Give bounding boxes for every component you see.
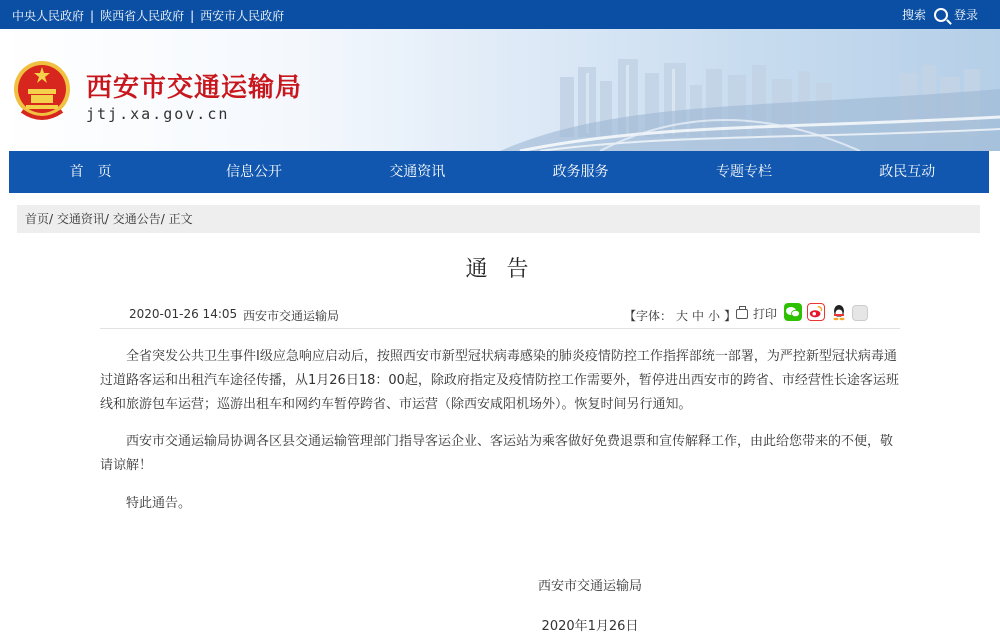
wechat-icon[interactable] — [784, 303, 802, 321]
site-header — [0, 29, 1000, 151]
breadcrumb — [17, 205, 980, 233]
nav-info-disclosure[interactable]: 信息公开 — [225, 164, 282, 180]
national-emblem-icon — [12, 59, 72, 123]
breadcrumb-traffic-notice[interactable]: 交通公告 — [112, 212, 161, 226]
separator: | — [90, 8, 95, 23]
nav-public-interaction[interactable]: 政民互动 — [879, 164, 936, 180]
nav-home[interactable]: 首 页 — [69, 164, 112, 180]
font-label-suffix: 】 — [724, 309, 737, 323]
font-label-prefix: 【字体： — [624, 309, 673, 323]
site-url: jtj.xa.gov.cn — [86, 105, 230, 123]
breadcrumb-separator: / — [49, 212, 57, 226]
login-link[interactable]: 登录 — [953, 8, 978, 22]
article-title: 通 告 — [465, 257, 535, 282]
breadcrumb-home[interactable]: 首页 — [25, 212, 50, 226]
separator: | — [190, 8, 195, 23]
article-paragraph: 西安市交通运输局协调各区县交通运输管理部门指导客运企业、客运站为乘客做好免费退票和宣传解释工作，由此给您带来的不便，敬请谅解！ — [100, 434, 894, 473]
publish-date: 2020-01-26 14:05 — [129, 307, 238, 321]
top-actions — [902, 6, 978, 23]
nav-traffic-news[interactable]: 交通资讯 — [389, 164, 446, 180]
article-meta — [100, 305, 900, 329]
article-paragraph: 特此通告。 — [126, 496, 192, 511]
gov-links — [12, 7, 284, 24]
link-xian-government[interactable]: 西安市人民政府 — [200, 9, 285, 23]
search-link[interactable]: 搜索 — [901, 8, 926, 22]
breadcrumb-current: 正文 — [168, 212, 193, 226]
font-size-small[interactable]: 小 — [708, 309, 721, 323]
more-share-icon[interactable] — [852, 305, 868, 321]
link-shaanxi-government[interactable]: 陕西省人民政府 — [100, 9, 185, 23]
article-body — [100, 345, 900, 530]
breadcrumb-traffic-news[interactable]: 交通资讯 — [56, 212, 105, 226]
link-central-government[interactable]: 中央人民政府 — [12, 9, 85, 23]
article-signature-date: 2020年1月26日 — [541, 619, 639, 634]
article-paragraph: 全省突发公共卫生事件I级应急响应启动后，按照西安市新型冠状病毒感染的肺炎疫情防控工作指挥部统一部署，为严控新型冠状病毒通过道路客运和出租汽车途径传播，从1月26日18：00起，除政府指定及疫情防控工作需要外，暂停进出西安市的跨省、市经营性长途客运班线和旅游包车运营；巡游出租车和网约车暂停跨省、市运营（除西安咸阳机场外）。恢复时间另行通知。 — [100, 349, 899, 412]
weibo-icon[interactable] — [807, 303, 825, 321]
qq-icon[interactable] — [830, 303, 848, 321]
nav-gov-services[interactable]: 政务服务 — [552, 164, 609, 180]
font-size-large[interactable]: 大 — [676, 309, 689, 323]
font-size-control — [622, 307, 738, 324]
breadcrumb-separator: / — [104, 212, 113, 226]
main-nav — [9, 151, 989, 193]
search-icon[interactable] — [934, 8, 948, 22]
print-icon — [736, 309, 748, 319]
site-title[interactable]: 西安市交通运输局 — [86, 73, 303, 103]
print-button[interactable] — [736, 305, 777, 322]
font-size-medium[interactable]: 中 — [692, 309, 705, 323]
article-signature: 西安市交通运输局 — [537, 579, 642, 594]
nav-special-topics[interactable]: 专题专栏 — [715, 164, 772, 180]
top-bar — [0, 0, 1000, 29]
print-label: 打印 — [753, 307, 778, 321]
breadcrumb-separator: / — [160, 212, 169, 226]
article-source: 西安市交通运输局 — [243, 309, 340, 323]
